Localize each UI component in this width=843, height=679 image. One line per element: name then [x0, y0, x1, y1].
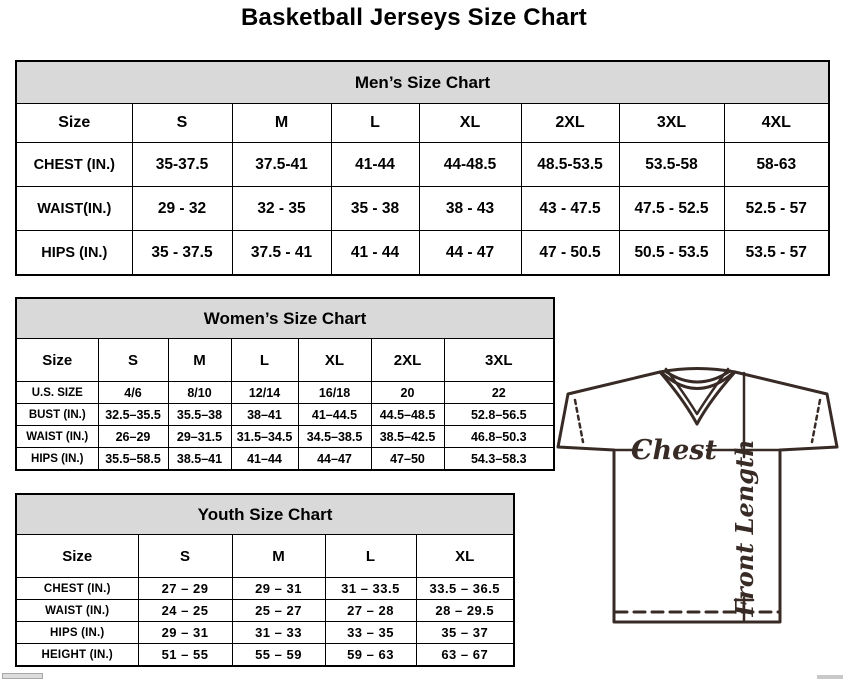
- size-value-cell: 37.5 - 41: [232, 231, 331, 276]
- size-value-cell: 51 – 55: [138, 644, 232, 667]
- row-label: BUST (IN.): [16, 404, 98, 426]
- size-value-cell: 58-63: [724, 143, 829, 187]
- size-value-cell: 31 – 33.5: [325, 578, 416, 600]
- youth-col-header-size: Size: [16, 535, 138, 578]
- jersey-measurement-diagram: [556, 360, 843, 672]
- row-label: HIPS (IN.): [16, 448, 98, 471]
- size-value-cell: 22: [444, 382, 554, 404]
- youth-data-row: [16, 578, 514, 600]
- youth-data-row: [16, 644, 514, 667]
- size-value-cell: 54.3–58.3: [444, 448, 554, 471]
- row-label: HIPS (IN.): [16, 622, 138, 644]
- youth-table-title: Youth Size Chart: [16, 494, 514, 535]
- size-value-cell: 34.5–38.5: [298, 426, 371, 448]
- size-value-cell: 35 - 37.5: [132, 231, 232, 276]
- size-value-cell: 24 – 25: [138, 600, 232, 622]
- youth-data-row: [16, 600, 514, 622]
- jersey-diagram-svg: [556, 360, 843, 672]
- mens-data-row: [16, 231, 829, 276]
- size-value-cell: 29 – 31: [232, 578, 325, 600]
- size-value-cell: 29 - 32: [132, 187, 232, 231]
- size-value-cell: 46.8–50.3: [444, 426, 554, 448]
- womens-data-row: [16, 382, 554, 404]
- mens-col-header-size: Size: [16, 104, 132, 143]
- mens-col-header-3xl: 3XL: [619, 104, 724, 143]
- row-label: CHEST (IN.): [16, 578, 138, 600]
- womens-col-header-m: M: [168, 339, 231, 382]
- size-value-cell: 38–41: [231, 404, 298, 426]
- scrollbar-fragment-left[interactable]: [2, 673, 43, 679]
- mens-col-header-2xl: 2XL: [521, 104, 619, 143]
- size-value-cell: 43 - 47.5: [521, 187, 619, 231]
- size-value-cell: 29–31.5: [168, 426, 231, 448]
- mens-col-header-s: S: [132, 104, 232, 143]
- row-label: HEIGHT (IN.): [16, 644, 138, 667]
- size-value-cell: 50.5 - 53.5: [619, 231, 724, 276]
- mens-data-row: [16, 187, 829, 231]
- mens-size-table: [15, 60, 830, 276]
- chest-label: Chest: [631, 435, 717, 466]
- womens-table-title: Women’s Size Chart: [16, 298, 554, 339]
- jersey-outline: [558, 372, 837, 622]
- mens-col-header-xl: XL: [419, 104, 521, 143]
- size-value-cell: 53.5-58: [619, 143, 724, 187]
- size-value-cell: 38.5–42.5: [371, 426, 444, 448]
- size-value-cell: 52.5 - 57: [724, 187, 829, 231]
- size-value-cell: 25 – 27: [232, 600, 325, 622]
- size-value-cell: 41 - 44: [331, 231, 419, 276]
- womens-data-row: [16, 448, 554, 471]
- size-value-cell: 44–47: [298, 448, 371, 471]
- size-value-cell: 47.5 - 52.5: [619, 187, 724, 231]
- womens-col-header-s: S: [98, 339, 168, 382]
- page-title: Basketball Jerseys Size Chart: [241, 4, 587, 31]
- size-value-cell: 31 – 33: [232, 622, 325, 644]
- mens-data-row: [16, 143, 829, 187]
- youth-data-row: [16, 622, 514, 644]
- left-cuff-dashed-seam: [575, 400, 583, 442]
- size-value-cell: 44 - 47: [419, 231, 521, 276]
- size-value-cell: 35 - 38: [331, 187, 419, 231]
- row-label: WAIST(IN.): [16, 187, 132, 231]
- youth-size-table: [15, 493, 515, 667]
- womens-col-header-l: L: [231, 339, 298, 382]
- size-value-cell: 12/14: [231, 382, 298, 404]
- size-value-cell: 32 - 35: [232, 187, 331, 231]
- womens-size-table: [15, 297, 555, 471]
- collar-top-edge: [660, 369, 735, 373]
- womens-col-header-xl: XL: [298, 339, 371, 382]
- womens-data-row: [16, 426, 554, 448]
- size-value-cell: 20: [371, 382, 444, 404]
- size-value-cell: 33 – 35: [325, 622, 416, 644]
- size-value-cell: 27 – 29: [138, 578, 232, 600]
- size-value-cell: 38 - 43: [419, 187, 521, 231]
- youth-col-header-xl: XL: [416, 535, 514, 578]
- youth-col-header-m: M: [232, 535, 325, 578]
- size-value-cell: 44-48.5: [419, 143, 521, 187]
- size-value-cell: 44.5–48.5: [371, 404, 444, 426]
- row-label: CHEST (IN.): [16, 143, 132, 187]
- size-value-cell: 41-44: [331, 143, 419, 187]
- size-value-cell: 35.5–38: [168, 404, 231, 426]
- youth-col-header-s: S: [138, 535, 232, 578]
- size-value-cell: 32.5–35.5: [98, 404, 168, 426]
- size-value-cell: 41–44: [231, 448, 298, 471]
- size-value-cell: 16/18: [298, 382, 371, 404]
- size-value-cell: 38.5–41: [168, 448, 231, 471]
- size-value-cell: 26–29: [98, 426, 168, 448]
- right-cuff-dashed-seam: [812, 400, 820, 442]
- size-value-cell: 47 - 50.5: [521, 231, 619, 276]
- mens-col-header-m: M: [232, 104, 331, 143]
- size-value-cell: 28 – 29.5: [416, 600, 514, 622]
- size-value-cell: 63 – 67: [416, 644, 514, 667]
- womens-col-header-size: Size: [16, 339, 98, 382]
- front-length-label: Front Length: [730, 439, 759, 617]
- size-value-cell: 41–44.5: [298, 404, 371, 426]
- size-value-cell: 47–50: [371, 448, 444, 471]
- size-value-cell: 35 – 37: [416, 622, 514, 644]
- size-value-cell: 8/10: [168, 382, 231, 404]
- size-value-cell: 37.5-41: [232, 143, 331, 187]
- size-value-cell: 27 – 28: [325, 600, 416, 622]
- womens-data-row: [16, 404, 554, 426]
- scrollbar-fragment-right[interactable]: [817, 675, 843, 679]
- size-value-cell: 31.5–34.5: [231, 426, 298, 448]
- size-value-cell: 59 – 63: [325, 644, 416, 667]
- size-value-cell: 35-37.5: [132, 143, 232, 187]
- size-value-cell: 48.5-53.5: [521, 143, 619, 187]
- size-value-cell: 52.8–56.5: [444, 404, 554, 426]
- row-label: U.S. SIZE: [16, 382, 98, 404]
- youth-col-header-l: L: [325, 535, 416, 578]
- size-value-cell: 4/6: [98, 382, 168, 404]
- womens-col-header-3xl: 3XL: [444, 339, 554, 382]
- mens-col-header-4xl: 4XL: [724, 104, 829, 143]
- size-value-cell: 29 – 31: [138, 622, 232, 644]
- mens-col-header-l: L: [331, 104, 419, 143]
- womens-col-header-2xl: 2XL: [371, 339, 444, 382]
- mens-table-title: Men’s Size Chart: [16, 61, 829, 104]
- row-label: WAIST (IN.): [16, 600, 138, 622]
- size-value-cell: 55 – 59: [232, 644, 325, 667]
- size-value-cell: 35.5–58.5: [98, 448, 168, 471]
- size-value-cell: 53.5 - 57: [724, 231, 829, 276]
- size-value-cell: 33.5 – 36.5: [416, 578, 514, 600]
- row-label: WAIST (IN.): [16, 426, 98, 448]
- row-label: HIPS (IN.): [16, 231, 132, 276]
